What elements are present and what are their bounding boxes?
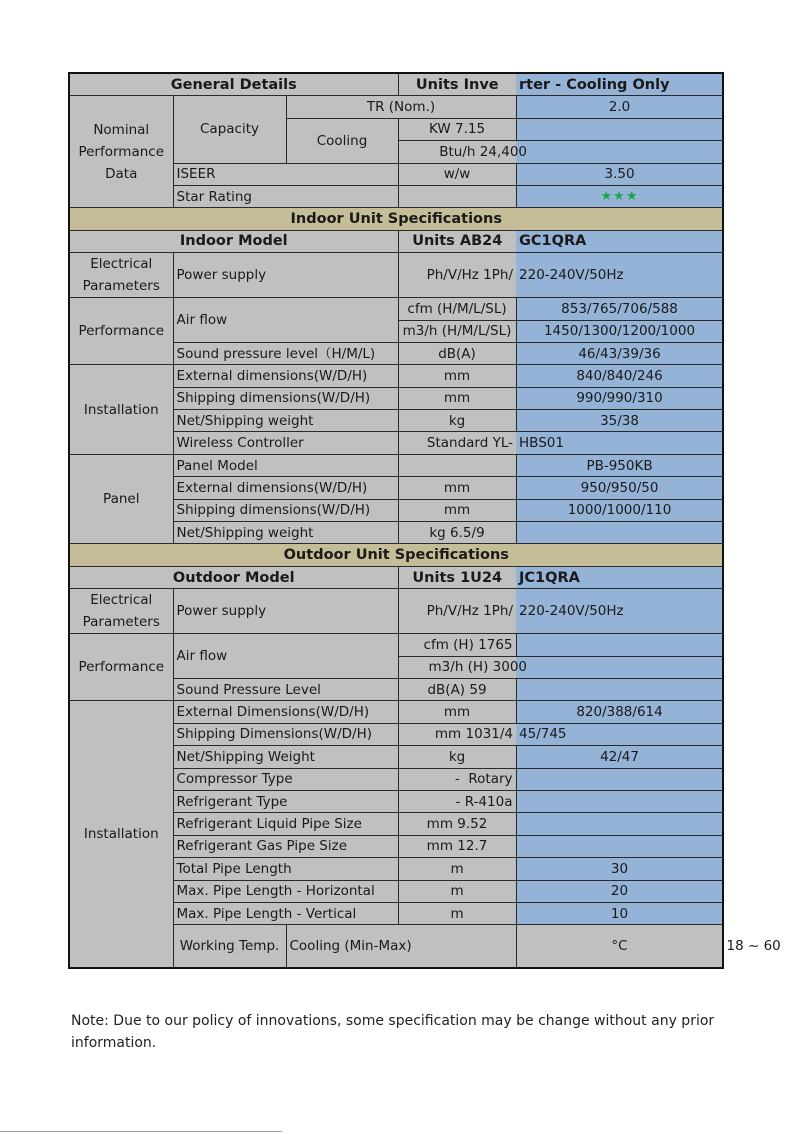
nominal-performance-group: Nominal Performance Data bbox=[69, 96, 173, 208]
outdoor-m3h-value: 3000 bbox=[492, 659, 528, 676]
outdoor-total-label: Total Pipe Length bbox=[173, 858, 398, 880]
outdoor-m3h-value-cell bbox=[516, 656, 723, 678]
outdoor-sound-value-cell bbox=[516, 678, 723, 700]
outdoor-gas-value-cell bbox=[516, 835, 723, 857]
outdoor-sound-value: 59 bbox=[469, 681, 487, 698]
outdoor-refrigerant-value: R-410a bbox=[464, 793, 513, 810]
outdoor-section-title: Outdoor Unit Specifications bbox=[69, 544, 723, 566]
outdoor-airflow-label: Air flow bbox=[173, 634, 398, 679]
outdoor-ship-value: 45/745 bbox=[516, 723, 723, 745]
indoor-power-value: 220-240V/50Hz bbox=[516, 253, 723, 298]
general-units-label: Units Inve bbox=[398, 73, 516, 96]
tr-label: TR (Nom.) bbox=[286, 96, 516, 118]
panel-ship-value: 1000/1000/110 bbox=[516, 499, 723, 521]
indoor-section-row bbox=[69, 208, 723, 230]
outdoor-temp-label: Cooling (Min-Max) bbox=[286, 925, 516, 969]
outdoor-vertical-unit: m bbox=[398, 902, 516, 924]
tr-value: 2.0 bbox=[516, 96, 723, 118]
panel-ext-unit: mm bbox=[398, 477, 516, 499]
outdoor-vertical-label: Max. Pipe Length - Vertical bbox=[173, 902, 398, 924]
panel-weight-unit: kg 6.5/9 bbox=[398, 522, 516, 544]
outdoor-model-value: JC1QRA bbox=[516, 566, 723, 588]
outdoor-vertical-value: 10 bbox=[516, 902, 723, 924]
panel-model-row bbox=[69, 454, 723, 476]
outdoor-power-row bbox=[69, 589, 723, 634]
outdoor-compressor-label: Compressor Type bbox=[173, 768, 398, 790]
footer-rule bbox=[0, 1131, 282, 1132]
panel-ext-value: 950/950/50 bbox=[516, 477, 723, 499]
indoor-m3h-unit: m3/h (H/M/L/SL) bbox=[398, 320, 516, 342]
outdoor-m3h-unit: m3/h (H) 3000 bbox=[398, 656, 516, 678]
indoor-sound-label: Sound pressure level（H/M/L) bbox=[173, 342, 398, 364]
general-units-value-part: Inve bbox=[463, 76, 499, 93]
disclaimer-note: Note: Due to our policy of innovations, some specification may be change without any prior information. bbox=[71, 1013, 715, 1051]
outdoor-liquid-value-cell bbox=[516, 813, 723, 835]
outdoor-ext-label: External Dimensions(W/D/H) bbox=[173, 701, 398, 723]
panel-ship-label: Shipping dimensions(W/D/H) bbox=[173, 499, 398, 521]
outdoor-cfm-value: 1765 bbox=[478, 636, 513, 653]
capacity-label: Capacity bbox=[173, 96, 286, 163]
indoor-cfm-value: 853/765/706/588 bbox=[516, 298, 723, 320]
star-rating-label: Star Rating bbox=[173, 185, 398, 207]
general-header-row bbox=[69, 73, 723, 96]
general-details-title: General Details bbox=[69, 73, 398, 96]
indoor-ext-label: External dimensions(W/D/H) bbox=[173, 365, 398, 387]
indoor-power-row bbox=[69, 253, 723, 298]
indoor-model-label: Indoor Model bbox=[69, 230, 398, 252]
indoor-ship-label: Shipping dimensions(W/D/H) bbox=[173, 387, 398, 409]
indoor-weight-unit: kg bbox=[398, 410, 516, 432]
indoor-wireless-label: Wireless Controller bbox=[173, 432, 398, 454]
iseer-label: ISEER bbox=[173, 163, 398, 185]
outdoor-ext-unit: mm bbox=[398, 701, 516, 723]
outdoor-weight-unit: kg bbox=[398, 746, 516, 768]
star-rating-unit bbox=[398, 185, 516, 207]
outdoor-refrigerant-value-cell bbox=[516, 790, 723, 812]
iseer-value: 3.50 bbox=[516, 163, 723, 185]
kw-value bbox=[516, 118, 723, 140]
outdoor-liquid-label: Refrigerant Liquid Pipe Size bbox=[173, 813, 398, 835]
outdoor-cfm-unit: cfm (H) 1765 bbox=[398, 634, 516, 656]
outdoor-performance-group: Performance bbox=[69, 634, 173, 701]
outdoor-weight-label: Net/Shipping Weight bbox=[173, 746, 398, 768]
outdoor-compressor-value: Rotary bbox=[468, 771, 513, 788]
outdoor-units-label: Units 1U24 bbox=[398, 566, 516, 588]
outdoor-cfm-value-cell bbox=[516, 634, 723, 656]
outdoor-power-value: 220-240V/50Hz bbox=[516, 589, 723, 634]
btu-value-cell bbox=[516, 141, 723, 163]
indoor-section-title: Indoor Unit Specifications bbox=[69, 208, 723, 230]
outdoor-ext-value: 820/388/614 bbox=[516, 701, 723, 723]
outdoor-working-temp-row: Working Temp. Cooling (Min-Max) °C 18 ~ 60 bbox=[69, 925, 723, 969]
panel-weight-value-cell bbox=[516, 522, 723, 544]
outdoor-temp-unit: °C bbox=[516, 925, 723, 969]
outdoor-model-value-part: 1U24 bbox=[460, 569, 503, 586]
indoor-ship-value: 990/990/310 bbox=[516, 387, 723, 409]
tr-row bbox=[69, 96, 723, 118]
indoor-ext-value: 840/840/246 bbox=[516, 365, 723, 387]
indoor-airflow-label: Air flow bbox=[173, 298, 398, 343]
general-units-value: rter - Cooling Only bbox=[516, 73, 723, 96]
outdoor-compressor-unit: - Rotary bbox=[398, 768, 516, 790]
outdoor-ship-label: Shipping Dimensions(W/D/H) bbox=[173, 723, 398, 745]
indoor-model-row bbox=[69, 230, 723, 252]
outdoor-sound-unit: dB(A) 59 bbox=[398, 678, 516, 700]
outdoor-power-label: Power supply bbox=[173, 589, 398, 634]
star-rating-value bbox=[516, 185, 723, 207]
indoor-ship-unit: mm bbox=[398, 387, 516, 409]
outdoor-ship-unit: mm 1031/4 bbox=[398, 723, 516, 745]
indoor-weight-label: Net/Shipping weight bbox=[173, 410, 398, 432]
indoor-installation-group: Installation bbox=[69, 365, 173, 455]
indoor-cfm-row bbox=[69, 298, 723, 320]
panel-weight-value: 6.5/9 bbox=[450, 524, 485, 541]
outdoor-ext-row bbox=[69, 701, 723, 723]
indoor-cfm-unit: cfm (H/M/L/SL) bbox=[398, 298, 516, 320]
outdoor-section-row bbox=[69, 544, 723, 566]
indoor-ext-row bbox=[69, 365, 723, 387]
spec-table bbox=[68, 72, 781, 969]
outdoor-liquid-value: 9.52 bbox=[457, 816, 488, 833]
outdoor-total-value: 30 bbox=[516, 858, 723, 880]
outdoor-power-unit: Ph/V/Hz 1Ph/ bbox=[398, 589, 516, 634]
outdoor-gas-value: 12.7 bbox=[457, 838, 488, 855]
outdoor-gas-unit: mm 12.7 bbox=[398, 835, 516, 857]
outdoor-refrigerant-label: Refrigerant Type bbox=[173, 790, 398, 812]
outdoor-gas-label: Refrigerant Gas Pipe Size bbox=[173, 835, 398, 857]
outdoor-refrigerant-unit: - R-410a bbox=[398, 790, 516, 812]
indoor-m3h-value: 1450/1300/1200/1000 bbox=[516, 320, 723, 342]
outdoor-weight-value: 42/47 bbox=[516, 746, 723, 768]
indoor-power-label: Power supply bbox=[173, 253, 398, 298]
outdoor-horizontal-label: Max. Pipe Length - Horizontal bbox=[173, 880, 398, 902]
cooling-label: Cooling bbox=[286, 118, 398, 163]
indoor-wireless-unit: Standard YL- bbox=[398, 432, 516, 454]
outdoor-installation-group: Installation bbox=[69, 701, 173, 968]
indoor-sound-unit: dB(A) bbox=[398, 342, 516, 364]
indoor-wireless-value: HBS01 bbox=[516, 432, 723, 454]
indoor-performance-group: Performance bbox=[69, 298, 173, 365]
outdoor-horizontal-value: 20 bbox=[516, 880, 723, 902]
panel-ship-unit: mm bbox=[398, 499, 516, 521]
btu-label: Btu/h 24,400 bbox=[398, 141, 516, 163]
panel-ext-label: External dimensions(W/D/H) bbox=[173, 477, 398, 499]
outdoor-compressor-value-cell bbox=[516, 768, 723, 790]
panel-weight-label: Net/Shipping weight bbox=[173, 522, 398, 544]
outdoor-model-row bbox=[69, 566, 723, 588]
btu-value: 24,400 bbox=[479, 143, 528, 160]
outdoor-total-unit: m bbox=[398, 858, 516, 880]
panel-model-value: PB-950KB bbox=[516, 454, 723, 476]
outdoor-sound-label: Sound Pressure Level bbox=[173, 678, 398, 700]
indoor-power-unit: Ph/V/Hz 1Ph/ bbox=[398, 253, 516, 298]
indoor-weight-value: 35/38 bbox=[516, 410, 723, 432]
indoor-ext-unit: mm bbox=[398, 365, 516, 387]
outdoor-cfm-row bbox=[69, 634, 723, 656]
panel-group: Panel bbox=[69, 454, 173, 544]
indoor-model-value: GC1QRA bbox=[516, 230, 723, 252]
panel-model-unit bbox=[398, 454, 516, 476]
star-icon: ★★★ bbox=[600, 189, 639, 205]
indoor-sound-value: 46/43/39/36 bbox=[516, 342, 723, 364]
outdoor-liquid-unit: mm 9.52 bbox=[398, 813, 516, 835]
panel-model-label: Panel Model bbox=[173, 454, 398, 476]
outdoor-model-label: Outdoor Model bbox=[69, 566, 398, 588]
indoor-model-value-part: AB24 bbox=[459, 233, 503, 250]
indoor-units-label: Units AB24 bbox=[398, 230, 516, 252]
kw-label: KW 7.15 bbox=[398, 118, 516, 140]
indoor-electrical-group: Electrical Parameters bbox=[69, 253, 173, 298]
outdoor-electrical-group: Electrical Parameters bbox=[69, 589, 173, 634]
outdoor-working-temp-group: Working Temp. bbox=[173, 925, 286, 969]
iseer-unit: w/w bbox=[398, 163, 516, 185]
outdoor-horizontal-unit: m bbox=[398, 880, 516, 902]
